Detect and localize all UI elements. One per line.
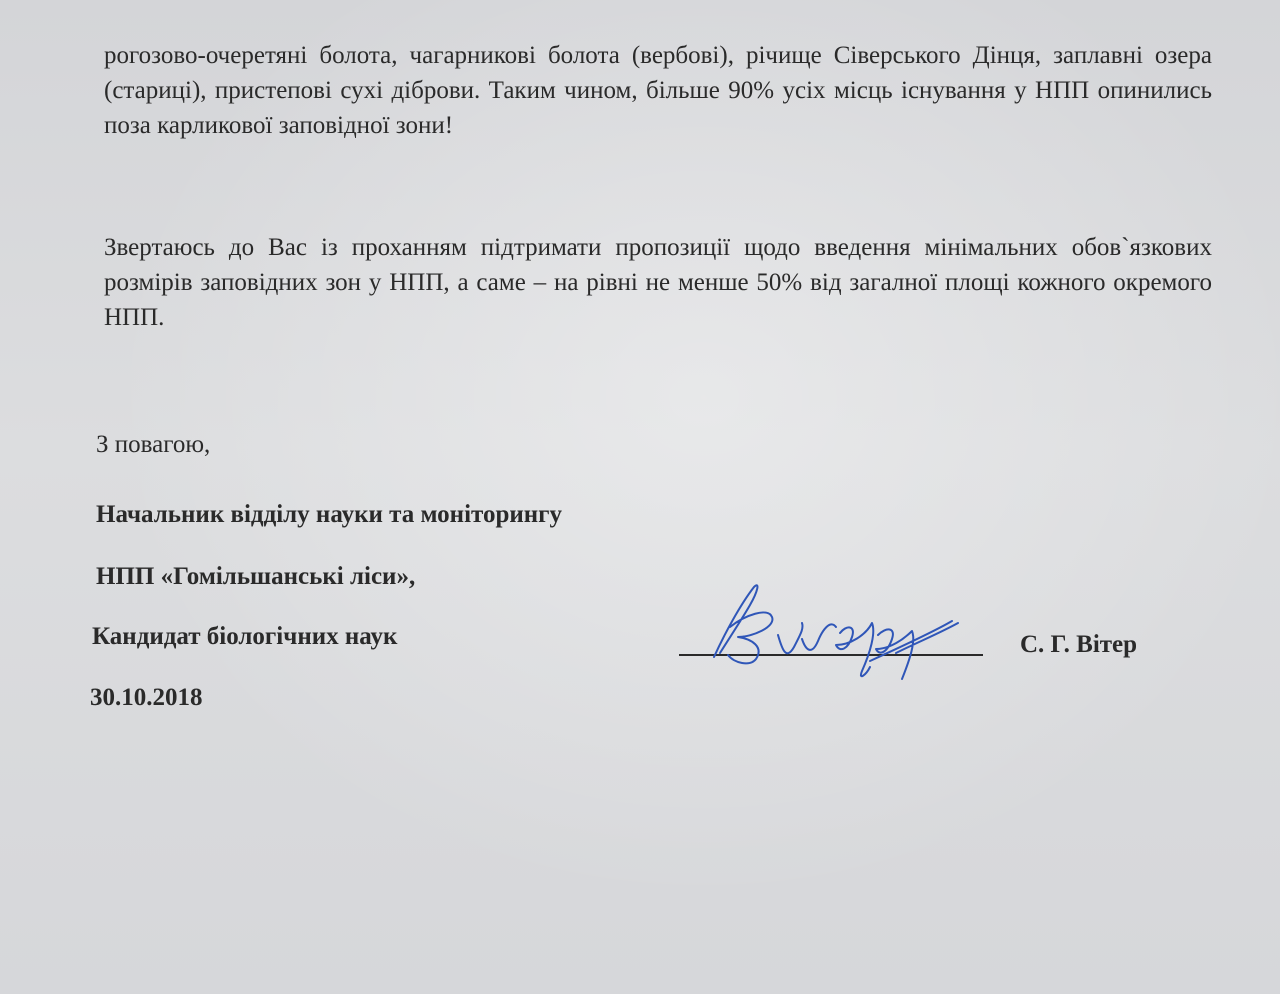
signatory-name: С. Г. Вітер <box>1020 631 1138 658</box>
handwritten-signature <box>690 575 990 695</box>
signatory-position: Начальник відділу науки та моніторингу <box>96 501 563 528</box>
letter-date: 30.10.2018 <box>90 684 203 711</box>
closing-salutation: З повагою, <box>96 431 211 458</box>
signatory-organization: НПП «Гомільшанські ліси», <box>96 563 416 590</box>
body-paragraph: рогозово-очеретяні болота, чагарникові болота (вербові), річище Сіверського Дінця, заплавні озера (стариці), пристепові сухі діброви. Таким чином, більше 90% усіх місць існування у НПП опинились поза карликової заповідної зони! <box>104 42 1212 139</box>
request-paragraph: Звертаюсь до Вас із проханням підтримати пропозиції щодо введення мінімальних обов`язкових розмірів заповідних зон у НПП, а саме – на рівні не менше 50% від загалної площі кожного окремого НПП. <box>104 234 1212 331</box>
signature-stroke <box>714 585 958 679</box>
signatory-degree: Кандидат біологічних наук <box>92 623 398 650</box>
